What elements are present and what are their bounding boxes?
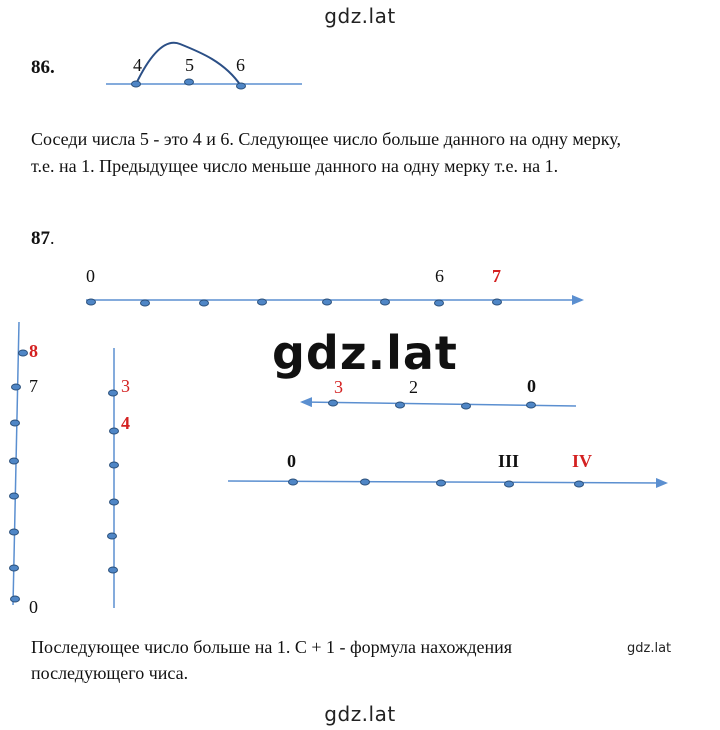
watermark-top: gdz.lat [324,4,396,28]
roman-point-1 [361,479,370,485]
line1-point-5 [381,299,390,305]
back-point-2 [396,402,405,408]
roman-point-0 [289,479,298,485]
vmid-point-4 [110,428,119,434]
roman-point-4 [575,481,584,487]
back-label-0: 0 [527,376,536,396]
vmid-point-8 [109,567,118,573]
ex86-point-4 [132,81,141,87]
roman-label-III: III [498,451,520,471]
watermark-bottom: gdz.lat [324,702,396,726]
ex86-label-5: 5 [185,55,194,75]
ex86-text-line-1: Соседи числа 5 - это 4 и 6. Следующее число больше данного на одну мерку, [31,129,621,149]
line1-label-0: 0 [86,266,95,286]
exercise-87-digits: 87 [31,228,50,249]
ex86-point-6 [237,83,246,89]
vleft-point-7 [12,384,21,390]
back-point-1 [462,403,471,409]
vmid-point-5 [110,462,119,468]
line1-label-7: 7 [492,266,501,286]
ex86-point-5 [185,79,194,85]
vleft-label-8: 8 [29,341,38,361]
roman-label-0: 0 [287,451,296,471]
back-label-3: 3 [334,377,343,397]
vmid-label-4: 4 [121,413,130,433]
roman-label-IV: IV [572,451,593,471]
watermark-small: gdz.lat [627,641,672,656]
line1-point-3 [258,299,267,305]
vleft-point-4 [10,493,19,499]
vleft-point-8 [19,350,28,356]
vleft-point-2 [10,565,19,571]
exercise-87-number [31,228,55,250]
vleft-point-6 [11,420,20,426]
ex86-label-6: 6 [236,55,245,75]
line1-point-2 [200,300,209,306]
exercise-87-dot: . [50,228,55,248]
line1-label-6: 6 [435,266,444,286]
line1-point-4 [323,299,332,305]
vleft-point-3 [10,529,19,535]
line1-point-7 [493,299,502,305]
back-point-3 [329,400,338,406]
back-point-0 [527,402,536,408]
line1-point-6 [435,300,444,306]
vmid-point-6 [110,499,119,505]
ex87-text-line-2: последующего чиса. [31,663,189,683]
vleft-label-0: 0 [29,597,38,617]
watermark-center: gdz.lat [272,326,458,380]
ex87-text-line-1: Последующее число больше на 1. С + 1 - формула нахождения [31,637,513,657]
exercise-86-number: 86. [31,57,55,78]
ex86-label-4: 4 [133,55,142,75]
ex86-text-line-2: т.е. на 1. Предыдущее число меньше данного на одну мерку т.е. на 1. [31,156,559,176]
line1-point-1 [141,300,150,306]
vmid-label-3: 3 [121,376,130,396]
vleft-label-7: 7 [29,376,38,396]
back-label-2: 2 [409,377,418,397]
vmid-point-3 [109,390,118,396]
vleft-point-0 [11,596,20,602]
vmid-point-7 [108,533,117,539]
vleft-point-5 [10,458,19,464]
roman-point-2 [437,480,446,486]
roman-point-3 [505,481,514,487]
line1-point-0 [87,299,96,305]
